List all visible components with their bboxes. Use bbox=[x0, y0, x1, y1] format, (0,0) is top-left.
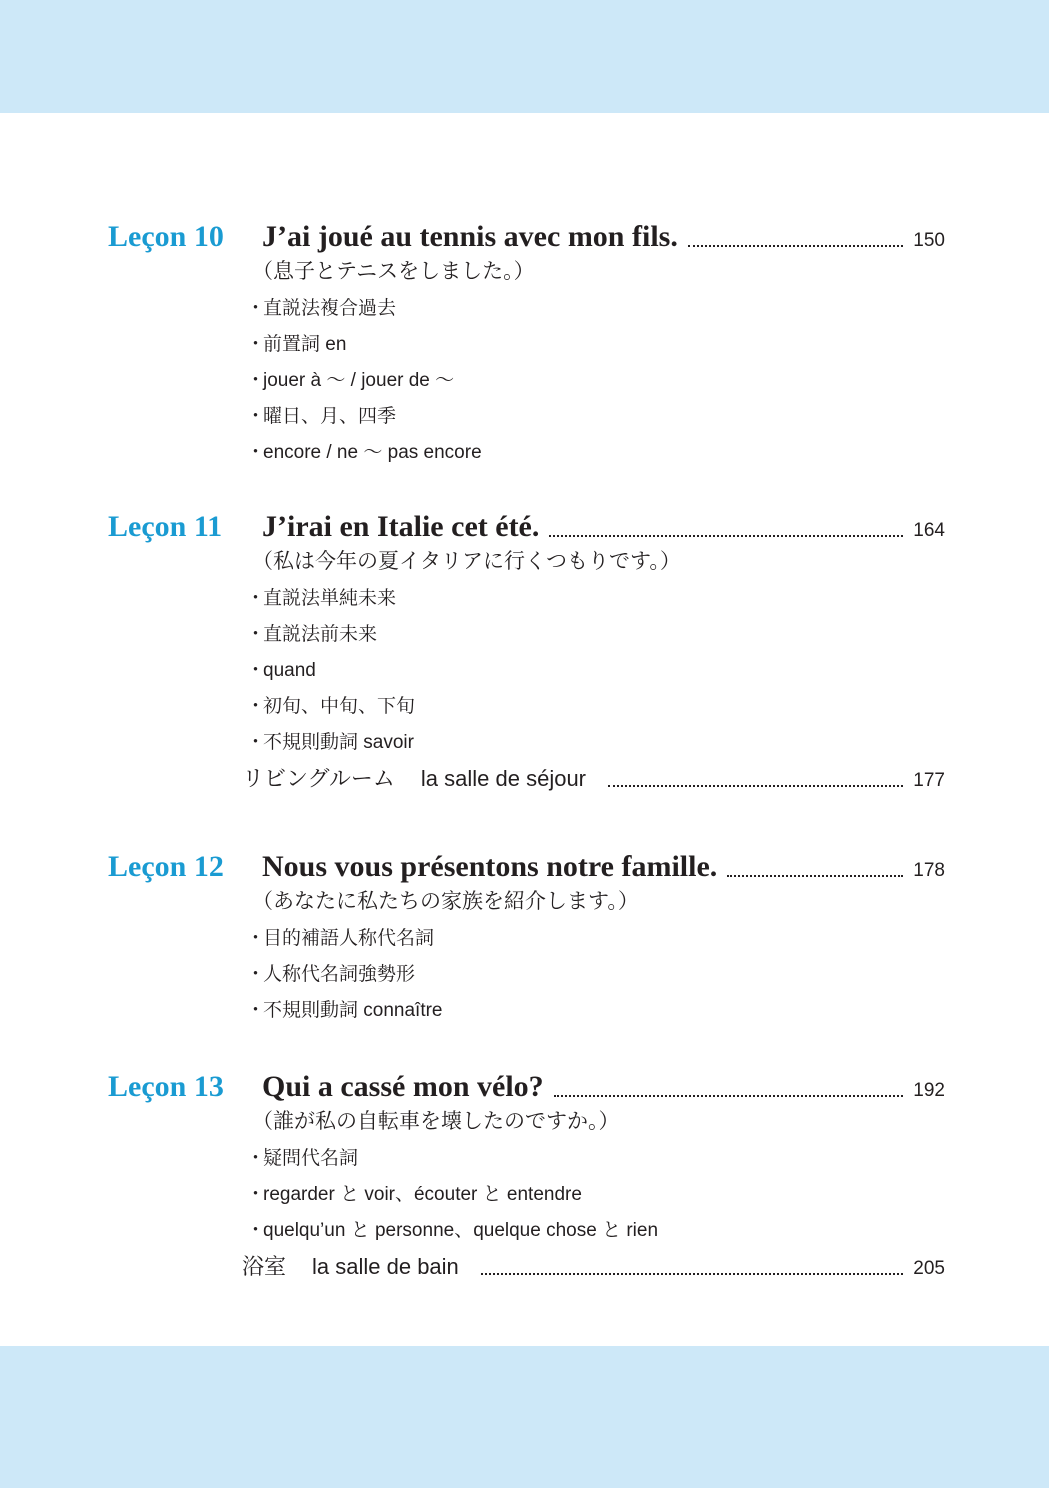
grammar-points bbox=[246, 291, 482, 471]
lesson-title-row bbox=[262, 509, 945, 545]
bullet: ・ bbox=[246, 588, 266, 609]
lesson-label: Leçon 12 bbox=[108, 850, 224, 883]
bullet: ・ bbox=[246, 1000, 266, 1021]
grammar-point: ・不規則動詞 savoir bbox=[246, 725, 415, 761]
lesson-heading[interactable] bbox=[0, 509, 1049, 549]
dot-leader bbox=[727, 875, 903, 877]
lesson-title-row bbox=[262, 849, 945, 885]
lesson-subtitle: （息子とテニスをしました。） bbox=[252, 259, 535, 283]
bullet: ・ bbox=[246, 406, 266, 427]
dot-leader bbox=[481, 1273, 904, 1275]
dot-leader bbox=[608, 785, 903, 787]
grammar-point: ・regarder と voir、écouter と entendre bbox=[246, 1177, 658, 1213]
footer-band bbox=[0, 1346, 1049, 1488]
page-number: 150 bbox=[913, 230, 945, 251]
page-number: 178 bbox=[913, 860, 945, 881]
bullet: ・ bbox=[246, 1184, 266, 1205]
bullet: ・ bbox=[246, 298, 266, 319]
grammar-point: ・quand bbox=[246, 653, 415, 689]
grammar-point: ・quelqu’un と personne、quelque chose と rien bbox=[246, 1213, 658, 1249]
grammar-point: ・不規則動詞 connaître bbox=[246, 993, 443, 1029]
lesson-label: Leçon 11 bbox=[108, 510, 223, 543]
bullet: ・ bbox=[246, 624, 266, 645]
bullet: ・ bbox=[246, 334, 266, 355]
grammar-point: ・encore / ne ～ pas encore bbox=[246, 435, 482, 471]
column-title-fr: la salle de séjour bbox=[420, 766, 587, 791]
grammar-point: ・疑問代名詞 bbox=[246, 1141, 658, 1177]
lesson-subtitle: （誰が私の自転車を壊したのですか。） bbox=[252, 1109, 620, 1133]
grammar-point: ・曜日、月、四季 bbox=[246, 399, 482, 435]
lesson-title: Nous vous présentons notre famille. bbox=[262, 850, 718, 883]
grammar-points bbox=[246, 921, 443, 1029]
bullet: ・ bbox=[246, 660, 266, 681]
page-number: 177 bbox=[913, 770, 945, 791]
grammar-point: ・直説法前未来 bbox=[246, 617, 415, 653]
lesson-title-row bbox=[262, 1069, 945, 1105]
page-number: 164 bbox=[913, 520, 945, 541]
grammar-point: ・人称代名詞強勢形 bbox=[246, 957, 443, 993]
bullet: ・ bbox=[246, 696, 266, 717]
lesson-title: J’irai en Italie cet été. bbox=[262, 510, 540, 543]
page-number: 205 bbox=[913, 1258, 945, 1279]
dot-leader bbox=[554, 1095, 904, 1097]
bullet: ・ bbox=[246, 442, 266, 463]
header-band bbox=[0, 0, 1049, 113]
bullet: ・ bbox=[246, 732, 266, 753]
lesson-subtitle: （私は今年の夏イタリアに行くつもりです。） bbox=[252, 549, 681, 573]
grammar-point: ・jouer à ～ / jouer de ～ bbox=[246, 363, 482, 399]
lesson-heading[interactable] bbox=[0, 219, 1049, 259]
bullet: ・ bbox=[246, 1220, 266, 1241]
grammar-point: ・目的補語人称代名詞 bbox=[246, 921, 443, 957]
bullet: ・ bbox=[246, 1148, 266, 1169]
bullet: ・ bbox=[246, 928, 266, 949]
grammar-point: ・初旬、中旬、下旬 bbox=[246, 689, 415, 725]
dot-leader bbox=[549, 535, 903, 537]
grammar-point: ・直説法複合過去 bbox=[246, 291, 482, 327]
lesson-title: Qui a cassé mon vélo? bbox=[262, 1070, 544, 1103]
grammar-points bbox=[246, 581, 415, 761]
bullet: ・ bbox=[246, 964, 266, 985]
column-entry[interactable] bbox=[242, 1250, 945, 1284]
lesson-subtitle: （あなたに私たちの家族を紹介します。） bbox=[252, 889, 639, 913]
lesson-label: Leçon 13 bbox=[108, 1070, 224, 1103]
grammar-points bbox=[246, 1141, 658, 1249]
column-title-jp: 浴室 bbox=[242, 1254, 287, 1279]
grammar-point: ・前置詞 en bbox=[246, 327, 482, 363]
column-title-jp: リビングルーム bbox=[242, 766, 395, 791]
lesson-title: J’ai joué au tennis avec mon fils. bbox=[262, 220, 678, 253]
dot-leader bbox=[688, 245, 903, 247]
bullet: ・ bbox=[246, 370, 266, 391]
lesson-heading[interactable] bbox=[0, 1069, 1049, 1109]
lesson-heading[interactable] bbox=[0, 849, 1049, 889]
column-entry[interactable] bbox=[242, 762, 945, 796]
grammar-point: ・直説法単純未来 bbox=[246, 581, 415, 617]
column-title-fr: la salle de bain bbox=[312, 1254, 459, 1279]
page-number: 192 bbox=[913, 1080, 945, 1101]
lesson-title-row bbox=[262, 219, 945, 255]
lesson-label: Leçon 10 bbox=[108, 220, 224, 253]
